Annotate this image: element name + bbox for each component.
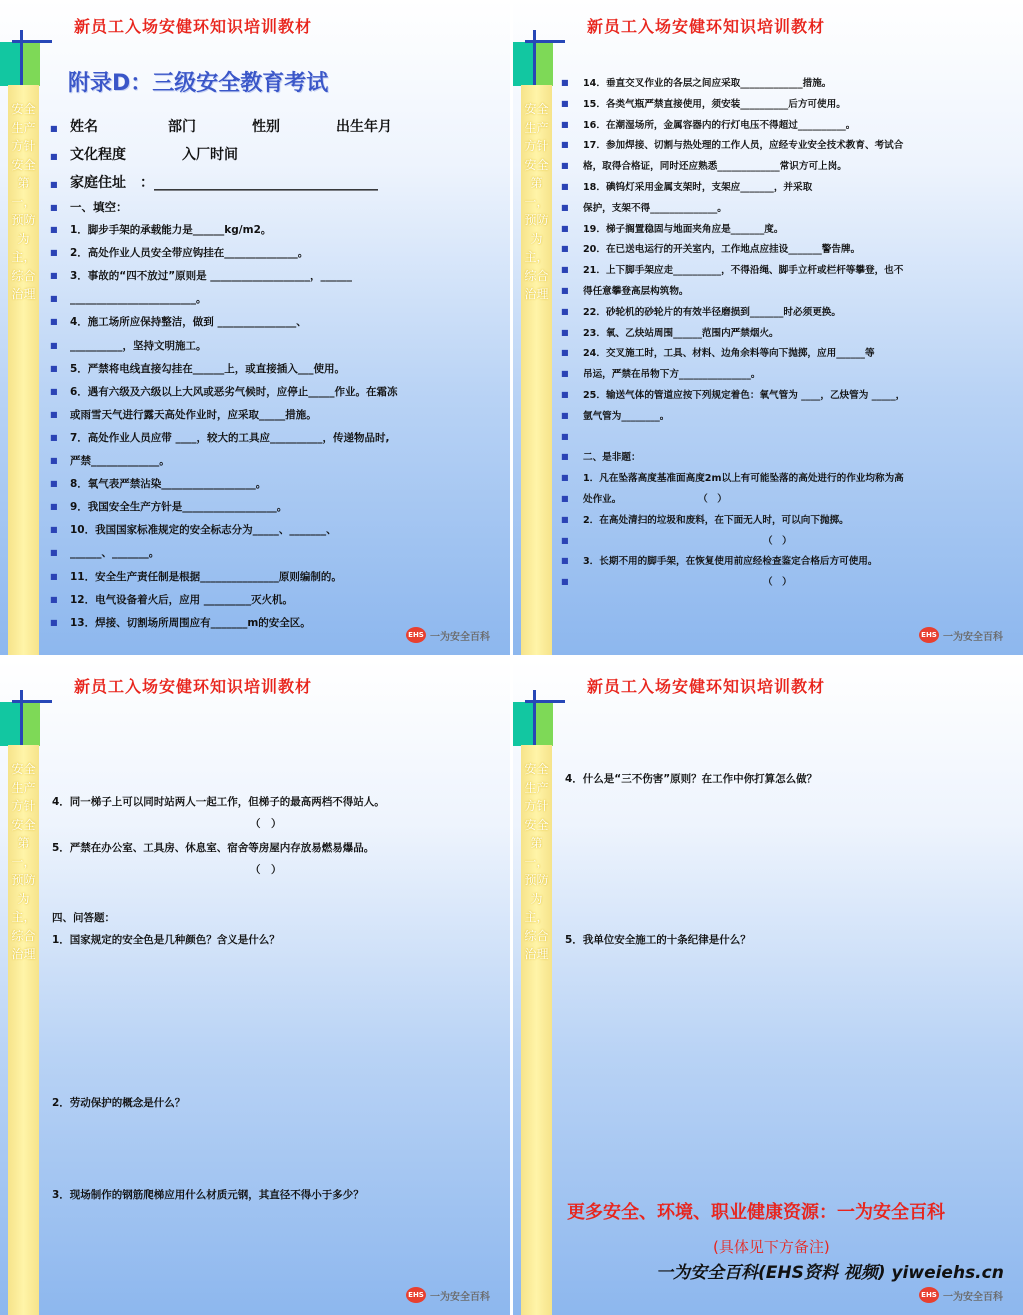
slide-header [513, 0, 1023, 40]
bullet-icon: ■ [50, 525, 58, 535]
header-title: 新员工入场安健环知识培训教材 [74, 677, 313, 696]
cross-decoration [20, 690, 23, 750]
corner-decoration [20, 702, 40, 746]
slide-header [0, 660, 510, 700]
bullet-icon: ■ [561, 306, 569, 316]
tf-question: 3．长期不用的脚手架，在恢复使用前应经检查鉴定合格后方可使用。 [583, 556, 878, 568]
side-motto: 安全生产方针 安全第一，预防为主，综合治理 [11, 102, 36, 301]
ehs-footer-text: 一为安全百科 [430, 631, 490, 643]
ehs-footer-text: 一为安全百科 [943, 1291, 1003, 1303]
fill-blank-question: 10．我国国家标准规定的安全标志分为_____、_______、 [70, 524, 337, 537]
slide-1: 新员工入场安健环知识培训教材 安全生产方针 安全第一，预防为主，综合治理 附录D：三级安全教育考试 ■ 姓名 部门 性别 出生年月 ■ 文化程度 入厂时间 ■ 家庭住址 ：________________________________ ■ 一、填空： ■ 1．脚步手架的承载能力是______kg/m2。 ■ 2．高处作业人员安全带应钩挂在______________。 ■ 3．事故的“四不放过”原则是 ___________________，______ ■ ________________________。 ■ 4．施工场所应保持整洁，做到 _______________、 ■ __________，坚持文明施工。 ■ 5．严禁将电线直接勾挂在______上，或直接插入___使用。 ■ 6．遇有六级及六级以上大风或恶劣气候时，应停止_____作业。在霜冻 ■ 或雨雪天气进行露天高处作业时，应采取_____措施。 ■ 7．高处作业人员应带 ____，较大的工具应__________，传递物品时, ■ 严禁_____________。 ■ 8．氧气表严禁沾染__________________。 ■ 9．我国安全生产方针是__________________。 ■ 10．我国国家标准规定的安全标志分为_____、_______、 ■ ______、_______。 ■ 11．安全生产责任制是根据_______________原则编制的。 ■ 12．电气设备着火后，应用 _________灭火机。 ■ 13．焊接、切割场所周围应有_______m的安全区。 EHS 一为安全百科 [0, 0, 510, 655]
slide-3 [0, 660, 510, 1315]
bullet-icon: ■ [561, 327, 569, 337]
bullet-icon: ■ [50, 571, 58, 581]
bullet-icon: ■ [50, 363, 58, 373]
bullet-icon: ■ [561, 514, 569, 524]
tf-answer-box: （ ） [250, 864, 282, 876]
slide-title: 附录D：三级安全教育考试 [68, 71, 329, 96]
fill-blank-question: 8．氧气表严禁沾染__________________。 [70, 478, 267, 491]
header-title: 新员工入场安健环知识培训教材 [587, 677, 826, 696]
ehs-logo-icon: EHS [919, 1287, 939, 1303]
fill-blank-question: 5．严禁将电线直接勾挂在______上，或直接插入___使用。 [70, 362, 346, 375]
essay-question: 4．什么是“三不伤害”原则？在工作中你打算怎么做？ [565, 773, 818, 785]
corner-decoration [0, 42, 20, 86]
fill-blank-question: 25．输送气体的管道应按下列规定着色：氧气管为 ____，乙炔管为 _____， [583, 390, 906, 401]
cross-decoration [525, 700, 565, 703]
slide-header [513, 660, 1023, 700]
bullet-icon: ■ [50, 271, 58, 281]
fill-blank-question: 氩气管为________。 [583, 410, 670, 422]
section-heading: 二、是非题： [583, 452, 641, 464]
section-heading: 四、问答题： [52, 912, 115, 924]
corner-decoration [513, 702, 533, 746]
fill-blank-question: 3．事故的“四不放过”原则是 ___________________，______ [70, 270, 353, 283]
tf-question: 5．严禁在办公室、工具房、休息室、宿舍等房屋内存放易燃易爆品。 [52, 842, 375, 854]
fill-blank-question: 16．在潮湿场所，金属容器内的行灯电压不得超过__________。 [583, 119, 856, 131]
fill-blank-question: 21．上下脚手架应走__________，不得沿绳、脚手立杆或栏杆等攀登，也不 [583, 265, 904, 277]
info-line: 文化程度 入厂时间 [70, 147, 238, 163]
fill-blank-question: 7．高处作业人员应带 ____，较大的工具应__________，传递物品时, [70, 431, 390, 444]
tf-question: 1．凡在坠落高度基准面高度2m以上有可能坠落的高处进行的作业均称为高 [583, 473, 904, 485]
ehs-footer-text: 一为安全百科 [430, 1291, 490, 1303]
header-title: 新员工入场安健环知识培训教材 [587, 17, 826, 36]
fill-blank-question: 15．各类气瓶严禁直接使用，须安装__________后方可使用。 [583, 98, 846, 110]
fill-blank-question: 保护，支架不得______________。 [583, 202, 727, 214]
slide-header [0, 0, 510, 40]
ehs-footer [919, 1287, 1003, 1303]
essay-question: 1．国家规定的安全色是几种颜色？含义是什么？ [52, 934, 280, 946]
ehs-logo-icon: EHS [919, 627, 939, 643]
tf-question: （ ） [763, 577, 792, 589]
fill-blank-question: ________________________。 [70, 293, 207, 306]
bullet-icon: ■ [561, 535, 569, 545]
bullet-icon: ■ [561, 348, 569, 358]
bullet-icon: ■ [50, 225, 58, 234]
bullet-icon: ■ [561, 556, 569, 566]
cross-decoration [533, 30, 536, 90]
side-motto: 安全生产方针 安全第一，预防为主，综合治理 [524, 102, 549, 301]
fill-blank-question: 20．在已送电运行的开关室内，工作地点应挂设_______警告牌。 [583, 244, 861, 256]
bullet-icon: ■ [50, 456, 58, 465]
fill-blank-question: 4．施工场所应保持整洁，做到 _______________、 [70, 316, 307, 329]
ehs-footer [406, 627, 490, 643]
bullet-icon: ■ [50, 409, 58, 419]
ehs-footer [406, 1287, 490, 1303]
corner-decoration [533, 42, 553, 86]
ehs-logo-icon: EHS [406, 1287, 426, 1303]
fill-blank-question: __________，坚持文明施工。 [70, 339, 207, 352]
promo-note: (具体见下方备注) [713, 1238, 830, 1256]
corner-decoration [513, 42, 533, 86]
ehs-logo-icon: EHS [406, 627, 426, 643]
promo-headline: 更多安全、环境、职业健康资源：一为安全百科 [567, 1202, 945, 1223]
bullet-icon: ■ [561, 244, 569, 254]
bullet-icon: ■ [561, 410, 569, 420]
bullet-icon: ■ [561, 452, 569, 462]
bullet-icon: ■ [50, 432, 58, 442]
corner-decoration [533, 702, 553, 746]
bullet-icon: ■ [50, 248, 58, 258]
fill-blank-question: 18．碘钨灯采用金属支架时，支架应_______，并采取 [583, 182, 813, 193]
fill-blank-question: 6．遇有六级及六级以上大风或恶劣气候时，应停止_____作业。在霜冻 [70, 385, 398, 398]
fill-blank-question: 9．我国安全生产方针是__________________。 [70, 501, 288, 514]
bullet-icon: ■ [50, 317, 58, 327]
fill-blank-question: 严禁_____________。 [70, 455, 170, 467]
bullet-icon: ■ [561, 223, 569, 233]
fill-blank-question: 17．参加焊接、切割与热处理的工作人员，应经专业安全技术教育、考试合 [583, 140, 904, 152]
fill-blank-question: 12．电气设备着火后，应用 _________灭火机。 [70, 593, 294, 606]
fill-blank-question: ______、_______。 [70, 547, 160, 560]
info-line: 家庭住址 ：________________________________ [70, 175, 378, 191]
bullet-icon: ■ [561, 265, 569, 275]
section-heading: 一、填空： [70, 200, 128, 214]
slide-2 [513, 0, 1023, 655]
bullet-icon: ■ [561, 78, 569, 87]
bullet-icon: ■ [561, 369, 569, 379]
bullet-icon: ■ [561, 286, 569, 295]
essay-question: 5．我单位安全施工的十条纪律是什么？ [565, 934, 751, 946]
cross-decoration [533, 690, 536, 750]
fill-blank-question: 22．砂轮机的砂轮片的有效半径磨损到_______时必须更换。 [583, 306, 841, 318]
bullet-icon: ■ [50, 340, 58, 350]
tf-question: 2．在高处清扫的垃圾和废料，在下面无人时，可以向下抛掷。 [583, 514, 849, 526]
bullet-icon: ■ [50, 594, 58, 604]
bullet-icon: ■ [561, 494, 569, 503]
cross-decoration [525, 40, 565, 43]
bullet-icon: ■ [561, 98, 569, 108]
tf-question: 处作业。 （ ） [583, 494, 727, 505]
bullet-icon: ■ [50, 479, 58, 489]
bullet-icon: ■ [561, 473, 569, 483]
tf-question: 4．同一梯子上可以同时站两人一起工作，但梯子的最高两档不得站人。 [52, 796, 385, 808]
fill-blank-question: 格，取得合格证，同时还应熟悉_____________常识方可上岗。 [583, 161, 847, 173]
fill-blank-question: 或雨雪天气进行露天高处作业时，应采取_____措施。 [70, 408, 317, 421]
ehs-footer [919, 627, 1003, 643]
cross-decoration [12, 40, 52, 43]
bullet-icon: ■ [561, 140, 569, 150]
fill-blank-question: 23．氧、乙炔站周围______范围内严禁烟火。 [583, 327, 779, 339]
fill-blank-question: 吊运，严禁在吊物下方_______________。 [583, 369, 761, 381]
info-line: 姓名 部门 性别 出生年月 [70, 119, 392, 135]
fill-blank-question: 13．焊接、切割场所周围应有_______m的安全区。 [70, 616, 311, 629]
cross-decoration [20, 30, 23, 90]
promo-site: 一为安全百科(EHS资料 视频) yiweiehs.cn [656, 1263, 1004, 1283]
cross-decoration [12, 700, 52, 703]
tf-answer-box: （ ） [250, 818, 282, 830]
bullet-icon: ■ [561, 431, 569, 441]
fill-blank-question: 14．垂直交叉作业的各层之间应采取_____________措施。 [583, 78, 832, 89]
corner-decoration [0, 702, 20, 746]
fill-blank-question: 得任意攀登高层构筑物。 [583, 286, 689, 297]
side-motto: 安全生产方针 安全第一，预防为主，综合治理 [524, 762, 549, 961]
bullet-icon: ■ [50, 294, 58, 304]
bullet-icon: ■ [561, 182, 569, 191]
bullet-icon: ■ [50, 617, 58, 627]
essay-question: 3．现场制作的钢筋爬梯应用什么材质元钢，其直径不得小于多少？ [52, 1189, 364, 1201]
fill-blank-question: 19．梯子搁置稳固与地面夹角应是_______度。 [583, 223, 784, 235]
bullet-icon: ■ [561, 161, 569, 171]
slide-4 [513, 660, 1023, 1315]
bullet-icon: ■ [50, 502, 58, 512]
bullet-icon: ■ [561, 202, 569, 212]
side-motto: 安全生产方针 安全第一，预防为主，综合治理 [11, 762, 36, 961]
bullet-icon: ■ [50, 548, 58, 558]
bullet-icon: ■ [50, 386, 58, 396]
fill-blank-question: 11．安全生产责任制是根据_______________原则编制的。 [70, 570, 342, 583]
bullet-icon: ■ [561, 390, 569, 399]
bullet-icon: ■ [561, 577, 569, 587]
essay-question: 2．劳动保护的概念是什么？ [52, 1097, 186, 1109]
header-title: 新员工入场安健环知识培训教材 [74, 17, 313, 36]
fill-blank-question: 1．脚步手架的承载能力是______kg/m2。 [70, 224, 272, 236]
fill-blank-question: 24．交叉施工时，工具、材料、边角余料等向下抛掷，应用______等 [583, 348, 875, 360]
ehs-footer-text: 一为安全百科 [943, 631, 1003, 643]
tf-question: （ ） [763, 535, 792, 547]
fill-blank-question: 2．高处作业人员安全带应钩挂在______________。 [70, 247, 309, 260]
bullet-icon: ■ [561, 119, 569, 129]
corner-decoration [20, 42, 40, 86]
